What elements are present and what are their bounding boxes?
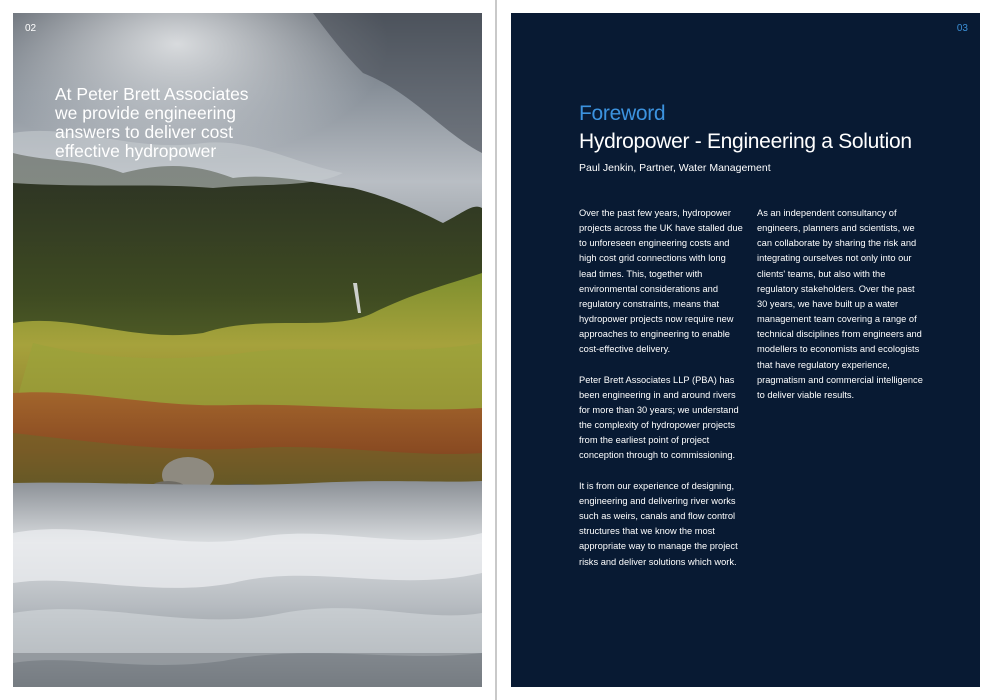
text-line: from the earliest point of project bbox=[579, 435, 710, 446]
section-label: Foreword bbox=[579, 102, 666, 125]
text-line: cost-effective delivery. bbox=[579, 344, 671, 355]
body-column-1 bbox=[579, 206, 747, 585]
text-line: modellers to economists and ecologists bbox=[757, 344, 920, 355]
text-line: Peter Brett Associates LLP (PBA) has bbox=[579, 374, 735, 385]
text-line: pragmatism and commercial intelligence bbox=[757, 374, 923, 385]
tagline-line: we provide engineering bbox=[55, 103, 236, 123]
text-line: appropriate way to manage the project bbox=[579, 541, 738, 552]
page-title: Hydropower - Engineering a Solution bbox=[579, 130, 912, 153]
spread-divider bbox=[495, 0, 497, 700]
text-line: As an independent consultancy of bbox=[757, 208, 897, 218]
text-line: conception through to commissioning. bbox=[579, 450, 736, 461]
text-line: environmental considerations and bbox=[579, 283, 719, 294]
text-line: such as weirs, canals and flow control bbox=[579, 511, 736, 522]
tagline bbox=[55, 85, 275, 161]
text-line: projects across the UK have stalled due bbox=[579, 223, 743, 234]
right-page bbox=[511, 13, 980, 687]
page-number: 03 bbox=[956, 23, 968, 34]
paragraph bbox=[579, 479, 747, 570]
tagline-line: effective hydropower bbox=[55, 141, 217, 161]
text-line: to deliver viable results. bbox=[757, 389, 855, 400]
text-line: high cost grid connections with long bbox=[579, 253, 726, 264]
text-line: integrating ourselves not only into our bbox=[757, 253, 912, 264]
text-line: engineering and delivering river works bbox=[579, 495, 736, 506]
text-line: approaches to engineering to enable bbox=[579, 329, 730, 340]
text-line: been engineering in and around rivers bbox=[579, 389, 736, 400]
text-line: regulatory constraints, means that bbox=[579, 298, 720, 309]
text-line: risks and deliver solutions which work. bbox=[579, 556, 737, 567]
text-line: can collaborate by sharing the risk and bbox=[757, 238, 917, 249]
left-page bbox=[13, 13, 482, 687]
text-line: 30 years, we have built up a water bbox=[757, 298, 899, 309]
text-line: that have regulatory experience, bbox=[757, 359, 890, 370]
paragraph bbox=[579, 206, 747, 358]
body-column-2 bbox=[757, 206, 929, 418]
text-line: to unforeseen engineering costs and bbox=[579, 238, 730, 249]
byline: Paul Jenkin, Partner, Water Management bbox=[579, 162, 771, 174]
page-number: 02 bbox=[25, 23, 37, 34]
text-line: It is from our experience of designing, bbox=[579, 480, 735, 491]
tagline-line: answers to deliver cost bbox=[55, 122, 233, 142]
text-line: management team covering a range of bbox=[757, 314, 917, 325]
text-line: the complexity of hydropower projects bbox=[579, 420, 736, 431]
text-line: structures that we know the most bbox=[579, 526, 715, 537]
text-line: clients' teams, but also with the bbox=[757, 268, 886, 279]
paragraph bbox=[579, 373, 747, 464]
text-line: Over the past few years, hydropower bbox=[579, 208, 731, 218]
text-line: engineers, planners and scientists, we bbox=[757, 223, 915, 234]
text-line: lead times. This, together with bbox=[579, 268, 703, 279]
tagline-line: At Peter Brett Associates bbox=[55, 84, 249, 104]
text-line: technical disciplines from engineers and bbox=[757, 329, 922, 340]
text-line: for more than 30 years; we understand bbox=[579, 405, 739, 416]
text-line: regulatory stakeholders. Over the past bbox=[757, 283, 915, 294]
text-line: hydropower projects now require new bbox=[579, 314, 734, 325]
paragraph bbox=[757, 206, 929, 403]
